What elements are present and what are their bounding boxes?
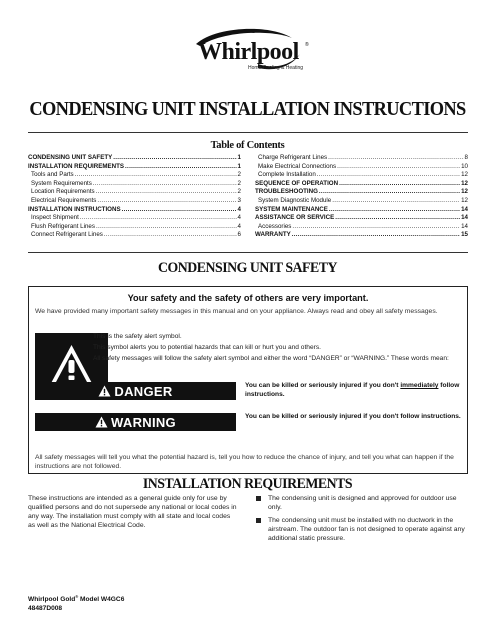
logo-brand: Whirlpool: [198, 39, 299, 65]
toc-leader-dots: [93, 180, 237, 189]
model-prefix: Whirlpool Gold: [28, 596, 76, 604]
toc-leader-dots: [122, 206, 237, 215]
toc-entry: [255, 197, 468, 206]
toc-leader-dots: [329, 206, 460, 215]
logo-registered-mark: ®: [305, 42, 309, 48]
danger-text-end: follow instructions.: [245, 382, 460, 398]
toc-entry-label: WARRANTY: [255, 231, 291, 239]
toc-leader-dots: [339, 180, 460, 189]
toc-entry-label: Tools and Parts: [31, 171, 74, 179]
toc-entry-label: System Requirements: [31, 179, 92, 187]
model-line: [28, 592, 124, 604]
toc-leader-dots: [319, 188, 460, 197]
toc-entry-page: 10: [461, 162, 468, 170]
toc-entry: [255, 163, 468, 172]
toc-leader-dots: [113, 154, 236, 163]
toc-entry-page: 12: [461, 171, 468, 179]
toc-entry-page: 8: [464, 154, 468, 161]
toc-entry-page: 14: [461, 222, 468, 230]
toc-entry-label: Flush Refrigerant Lines: [31, 222, 95, 230]
toc-entry-label: Inspect Shipment: [31, 214, 79, 222]
toc-entry-page: 4: [237, 205, 241, 213]
alert-explanation: [93, 332, 463, 365]
toc-entry-label: System Diagnostic Module: [258, 196, 332, 204]
toc-entry-label: Electrical Requirements: [31, 196, 97, 204]
warning-alert-icon: [95, 416, 108, 428]
toc-entry: [255, 180, 468, 189]
toc-leader-dots: [125, 163, 237, 172]
toc-entry-page: 1: [237, 154, 241, 161]
toc-leader-dots: [97, 197, 236, 206]
part-number: 48487D008: [28, 605, 63, 613]
toc-entry-label: Accessories: [258, 222, 292, 230]
whirlpool-logo: [188, 24, 308, 76]
toc-left-column: [28, 154, 241, 240]
safety-intro: We have provided many important safety messages in this manual and on your appliance. Always read and obey all safety messages.: [35, 308, 438, 315]
title-rule: [28, 132, 468, 133]
toc-leader-dots: [96, 188, 237, 197]
safety-heading: CONDENSING UNIT SAFETY: [157, 260, 338, 276]
toc-entry-page: 2: [237, 188, 241, 196]
toc-entry-page: 6: [237, 231, 241, 239]
toc-right-column: [255, 154, 468, 240]
toc-entry: [28, 223, 241, 232]
toc-leader-dots: [317, 171, 460, 180]
toc-entry-label: CONDENSING UNIT SAFETY: [28, 154, 113, 161]
safety-box-title: Your safety and the safety of others are very important.: [127, 293, 369, 303]
alert-line-1: This is the safety alert symbol.: [93, 333, 182, 340]
toc-entry-label: ASSISTANCE OR SERVICE: [255, 214, 335, 222]
requirements-intro: These instructions are intended as a general guide only for use by qualified persons and do not supersede any national or local codes in any way. The installation must comply with all state and local codes as well as the National Electrical Code.: [28, 495, 237, 529]
toc-entry-label: INSTALLATION REQUIREMENTS: [28, 162, 125, 170]
toc-leader-dots: [332, 197, 460, 206]
danger-banner: [35, 382, 236, 400]
toc-entry-label: Connect Refrigerant Lines: [31, 231, 103, 239]
toc-entry-page: 15: [461, 231, 468, 239]
toc-entry-page: 12: [461, 179, 468, 187]
logo-tagline: Home Cooling & Heating: [248, 65, 304, 71]
toc-entry: [28, 197, 241, 206]
model-registered-mark: ®: [75, 594, 79, 599]
danger-label: DANGER: [114, 383, 173, 399]
toc-leader-dots: [104, 231, 237, 240]
toc-entry-label: Make Electrical Connections: [258, 162, 337, 170]
warning-label: WARNING: [111, 414, 176, 430]
toc-entry: [28, 206, 241, 215]
requirement-bullet: The condensing unit is designed and approved for outdoor use only.: [256, 494, 468, 512]
toc-entry: [28, 180, 241, 189]
toc-leader-dots: [292, 231, 460, 240]
toc-leader-dots: [335, 214, 460, 223]
toc-entry-label: INSTALLATION INSTRUCTIONS: [28, 205, 121, 213]
toc-entry-page: 12: [461, 196, 468, 204]
alert-line-3: All safety messages will follow the safety alert symbol and either the word “DANGER” or “WARNING.” These words mean:: [93, 355, 449, 362]
document-title: CONDENSING UNIT INSTALLATION INSTRUCTIONS: [29, 98, 466, 120]
toc-heading: Table of Contents: [210, 140, 285, 151]
danger-message: [245, 381, 463, 399]
toc-entry: [255, 214, 468, 223]
requirements-list: [256, 494, 468, 547]
toc-entry-page: 3: [237, 196, 241, 204]
toc-leader-dots: [328, 154, 463, 163]
danger-text-emphasis: immediately: [400, 382, 439, 389]
toc-entry: [255, 231, 468, 240]
danger-text-start: You can be killed or seriously injured if you don't: [245, 382, 401, 389]
toc-entry-page: 1: [237, 162, 241, 170]
toc-leader-dots: [96, 223, 237, 232]
toc-leader-dots: [337, 163, 460, 172]
toc-entry: [28, 231, 241, 240]
toc-entry-label: SYSTEM MAINTENANCE: [255, 205, 328, 213]
toc-leader-dots: [75, 171, 237, 180]
toc-entry: [255, 223, 468, 232]
toc-entry: [28, 171, 241, 180]
toc-rule: [28, 252, 468, 253]
toc-entry-page: 2: [237, 171, 241, 179]
requirement-bullet: The condensing unit must be installed with no ductwork in the airstream. The outdoor fan is not designed to operate against any additional static pressure.: [256, 516, 468, 543]
toc-entry: [255, 206, 468, 215]
toc-leader-dots: [292, 223, 460, 232]
toc-entry-label: Charge Refrigerant Lines: [258, 154, 328, 161]
toc-entry: [255, 171, 468, 180]
toc-entry: [28, 214, 241, 223]
toc-entry-label: SEQUENCE OF OPERATION: [255, 179, 339, 187]
safety-box: [28, 286, 468, 474]
toc-entry-page: 4: [237, 222, 241, 230]
toc-leader-dots: [80, 214, 237, 223]
toc-entry-label: TROUBLESHOOTING: [255, 188, 318, 196]
toc-entry: [255, 188, 468, 197]
toc-entry-page: 14: [461, 205, 468, 213]
alert-line-2: This symbol alerts you to potential hazards that can kill or hurt you and others.: [93, 344, 321, 351]
warning-message: You can be killed or seriously injured if you don't follow instructions.: [245, 413, 461, 420]
danger-alert-icon: [98, 385, 111, 397]
footer: [28, 592, 124, 613]
toc-entry-label: Complete Installation: [258, 171, 316, 179]
toc-entry: [28, 188, 241, 197]
toc-entry-label: Location Requirements: [31, 188, 95, 196]
toc-entry-page: 2: [237, 179, 241, 187]
toc-entry-page: 4: [237, 214, 241, 222]
toc-entry: [28, 154, 241, 163]
requirements-heading: INSTALLATION REQUIREMENTS: [142, 476, 353, 492]
toc-entry-page: 14: [461, 214, 468, 222]
warning-banner: [35, 413, 236, 431]
safety-outro: All safety messages will tell you what the potential hazard is, tell you how to reduce the chance of injury, and tell you what can happen if the instructions are not followed.: [35, 454, 454, 470]
model-number: Model W4GC6: [78, 596, 125, 604]
toc-entry-page: 12: [461, 188, 468, 196]
toc-entry: [255, 154, 468, 163]
toc-entry: [28, 163, 241, 172]
